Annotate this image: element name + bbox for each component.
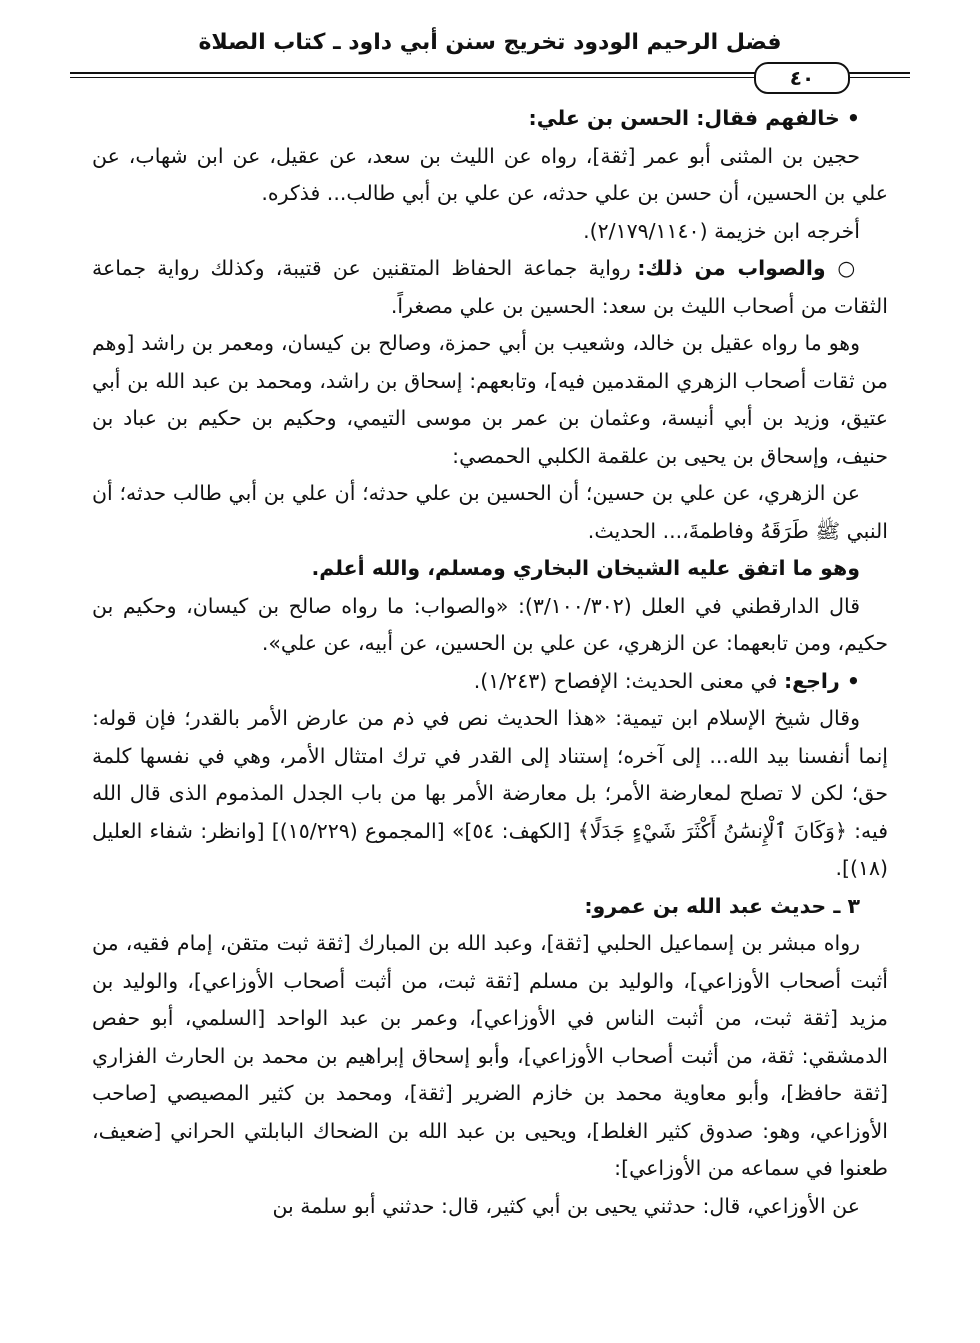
page-header: [70, 22, 910, 92]
paragraph-lead: وهو ما اتفق عليه الشيخان البخاري ومسلم، والله أعلم.: [311, 556, 860, 580]
paragraph: [92, 925, 888, 1188]
page-body: [92, 100, 888, 1225]
paragraph-text: حجين بن المثنى أبو عمر [ثقة]، رواه عن الليث بن سعد، عن عقيل، عن ابن شهاب، عن علي بن الحسين، أن حسن بن علي حدثه، عن علي بن أبي طالب... فذكره.: [92, 143, 888, 205]
paragraph-text: أخرجه ابن خزيمة (٢/١٧٩/١١٤٠).: [583, 218, 860, 243]
paragraph-text: قال الدارقطني في العلل (٣/١٠٠/٣٠٢): «والصواب: ما رواه صالح بن كيسان، وحكيم بن حكيم، ومن تابعهما: عن الزهري، عن علي بن الحسين، عن أبيه، عن علي».: [92, 593, 888, 655]
paragraph: [92, 663, 888, 701]
paragraph: [92, 100, 888, 138]
paragraph-text: عن الأوزاعي، قال: حدثني يحيى بن أبي كثير، قال: حدثني أبو سلمة بن: [272, 1193, 860, 1218]
paragraph-text: عن الزهري، عن علي بن حسين؛ أن الحسين بن علي حدثه؛ أن علي بن أبي طالب حدثه؛ أن النبي ﷺ طَرَقَهُ وفاطمةَ،... الحديث.: [92, 481, 888, 543]
paragraph: [92, 213, 888, 251]
paragraph: [92, 138, 888, 213]
paragraph-lead: • خالفهم فقال: الحسن بن علي:: [528, 106, 860, 130]
paragraph-text: في معنى الحديث: الإفصاح (١/٢٤٣).: [473, 668, 784, 693]
paragraph: [92, 550, 888, 588]
paragraph-text: رواية جماعة الحفاظ المتقنين عن قتيبة، وكذلك رواية جماعة الثقات من أصحاب الليث بن سعد: الحسين بن علي مصغراً.: [92, 256, 888, 318]
paragraph: [92, 700, 888, 888]
paragraph: [92, 325, 888, 475]
paragraph-lead: ٣ ـ حديث عبد الله بن عمرو:: [584, 893, 860, 918]
page-number: ٤٠: [754, 62, 850, 94]
header-rule: [70, 62, 910, 92]
running-title: فضل الرحيم الودود تخريج سنن أبي داود ـ كتاب الصلاة: [198, 30, 782, 55]
paragraph-text: وهو ما رواه عقيل بن خالد، وشعيب بن أبي حمزة، وصالح بن كيسان، ومعمر بن راشد [وهم من ثقات أصحاب الزهري المقدمين فيه]، وتابعهم: إسحاق بن راشد، ومحمد بن عبد الله بن أبي عتيق، وزيد بن أبي أنيسة، وعثمان بن عمر بن موسى التيمي، وحكيم بن حكيم بن عباد بن حنيف، وإسحاق بن يحيى بن علقمة الكلبي الحمصي:: [92, 331, 888, 468]
paragraph: [92, 475, 888, 550]
paragraph: [92, 888, 888, 926]
paragraph-text: وقال شيخ الإسلام ابن تيمية: «هذا الحديث نص في ذم من عارض الأمر بالقدر؛ فإن قوله: إنما أنفسنا بيد الله... إلى آخره؛ إستناد إلى القدر في ترك امتثال الأمر، وهي في نفسها كلمة حق؛ لكن لا تصلح لمعارضة الأمر؛ بل معارضة الأمر بها من باب الجدل المذموم الذى قال الله فيه: ﴿وَكَانَ ٱلْإِنسَٰنُ أَكْثَرَ شَيْءٍ جَدَلًا﴾ [الكهف: ٥٤]» [المجموع (١٥/٢٢٩)] [وانظر: شفاء العليل (١٨)].: [92, 706, 888, 880]
paragraph: [92, 1188, 888, 1226]
paragraph: [92, 588, 888, 663]
paragraph: [92, 250, 888, 325]
paragraph-lead: • راجع:: [783, 668, 860, 693]
paragraph-lead: ○ والصواب من ذلك:: [637, 256, 860, 280]
paragraph-text: رواه مبشر بن إسماعيل الحلبي [ثقة]، وعبد الله بن المبارك [ثقة ثبت متقن، إمام فقيه، من أثبت أصحاب الأوزاعي]، والوليد بن مسلم [ثقة ثبت، من أثبت أصحاب الأوزاعي]، والوليد بن مزيد [ثقة ثبت، من أثبت الناس في الأوزاعي]، وعمر بن عبد الواحد [السلمي، أبو حفص الدمشقي: ثقة، من أثبت أصحاب الأوزاعي]، وأبو إسحاق إبراهيم بن محمد بن الحارث الفزاري [ثقة حافظ]، وأبو معاوية محمد بن خازم الضرير [ثقة]، ومحمد بن كثير المصيصي [صاحب الأوزاعي، وهو: صدوق كثير الغلط]، ويحيى بن عبد الله بن الضحاك البابلتي الحراني [ضعيف، طعنوا في سماعه من الأوزاعي]:: [92, 931, 888, 1180]
